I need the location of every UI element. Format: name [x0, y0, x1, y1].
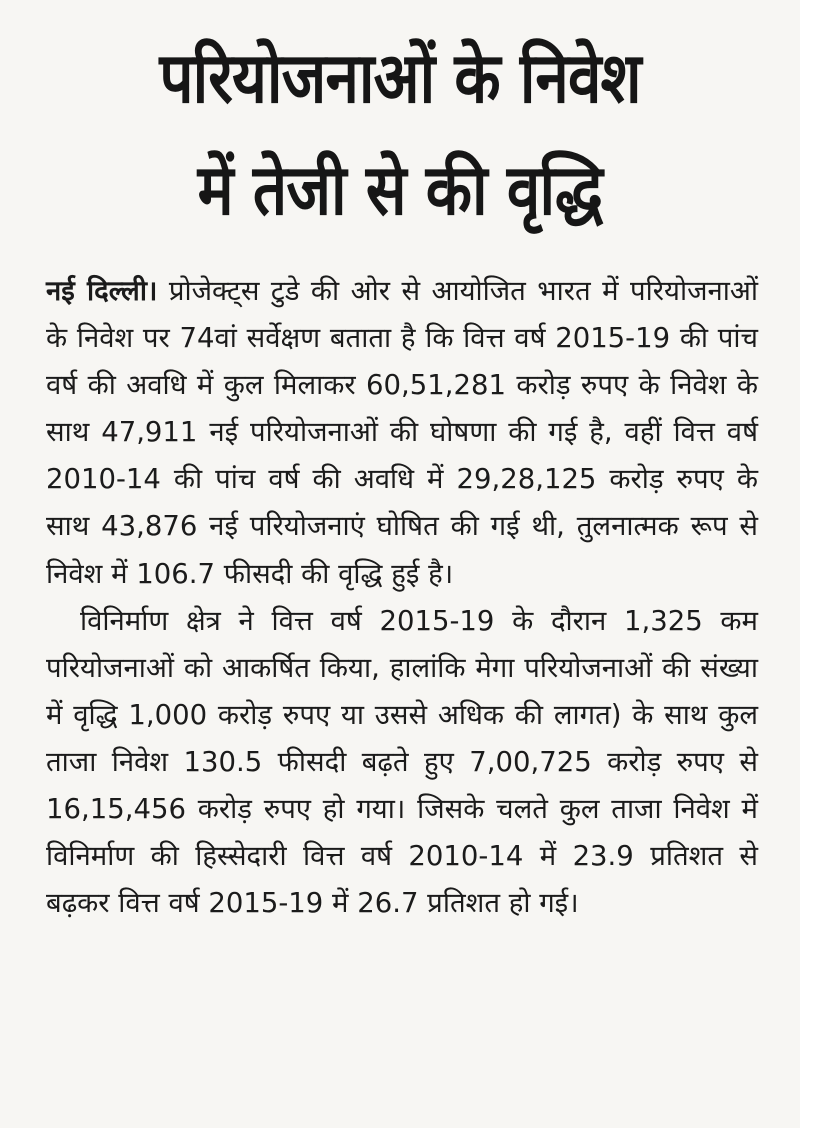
dateline: नई दिल्ली। [46, 275, 158, 307]
article-paragraph-2: विनिर्माण क्षेत्र ने वित्त वर्ष 2015-19 के दौरान 1,325 कम परियोजनाओं को आकर्षित किया, हालांकि मेगा परियोजनाओं की संख्या में वृद्धि 1,000 करोड़ रुपए या उससे अधिक की लागत) के साथ कुल ताजा निवेश 130.5 फीसदी बढ़ते हुए 7,00,725 करोड़ रुपए से 16,15,456 करोड़ रुपए हो गया। जिसके चलते कुल ताजा निवेश में विनिर्माण की हिस्सेदारी वित्त वर्ष 2010-14 में 23.9 प्रतिशत से बढ़कर वित्त वर्ष 2015-19 में 26.7 प्रतिशत हो गई। [46, 604, 758, 920]
headline-line-1: परियोजनाओं के निवेश [159, 37, 641, 119]
article-body [46, 268, 758, 927]
article-paragraph-1 [46, 268, 758, 598]
headline-line-2: में तेजी से की वृद्धि [197, 149, 603, 231]
headline [56, 22, 744, 246]
paragraph-1-text: प्रोजेक्ट्स टुडे की ओर से आयोजित भारत में परियोजनाओं के निवेश पर 74वां सर्वेक्षण बताता है कि वित्त वर्ष 2015-19 की पांच वर्ष की अवधि में कुल मिलाकर 60,51,281 करोड़ रुपए के निवेश के साथ 47,911 नई परियोजनाओं की घोषणा की गई है, वहीं वित्त वर्ष 2010-14 की पांच वर्ष की अवधि में 29,28,125 करोड़ रुपए के साथ 43,876 नई परियोजनाएं घोषित की गई थी, तुलनात्मक रूप से निवेश में 106.7 फीसदी की वृद्धि हुई है। [46, 275, 758, 590]
page-margin [800, 0, 817, 1128]
